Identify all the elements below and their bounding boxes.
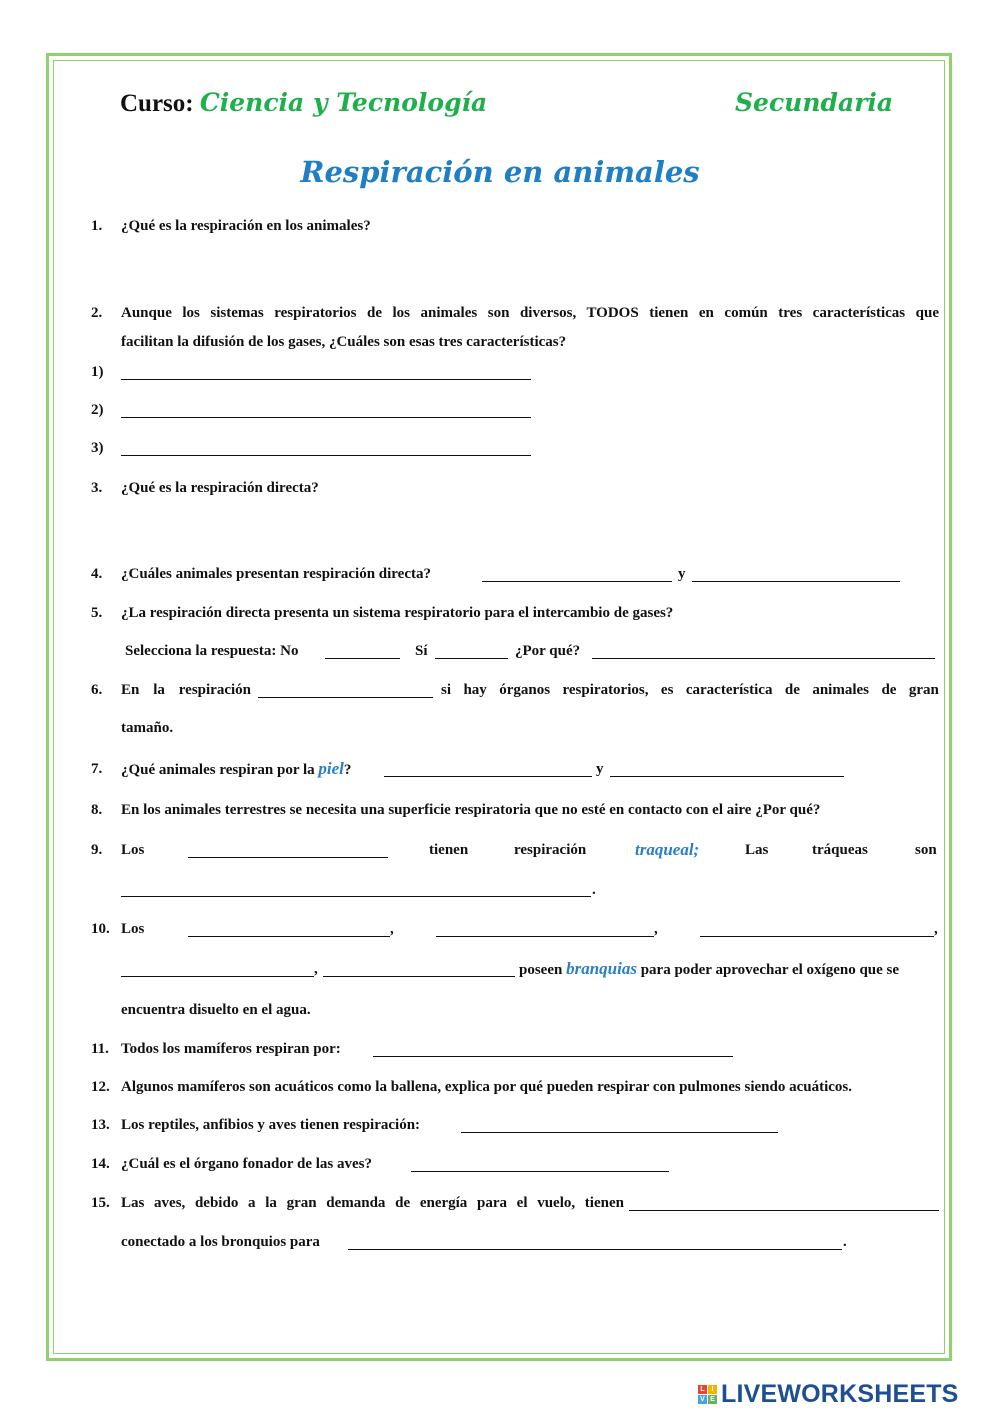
- word: gran: [286, 1195, 317, 1211]
- question-10-line3: encuentra disuelto en el agua.: [121, 1002, 311, 1018]
- question-mark: ?: [343, 762, 352, 778]
- word: la: [265, 1195, 277, 1211]
- word: vuelo,: [537, 1195, 576, 1211]
- answer-line[interactable]: [188, 843, 388, 858]
- why-label: ¿Por qué?: [515, 643, 581, 659]
- answer-line[interactable]: [692, 567, 900, 582]
- word: Las: [121, 1195, 145, 1211]
- highlight-term: branquias: [566, 959, 637, 978]
- question-number: 7.: [91, 761, 103, 777]
- question-number: 12.: [91, 1079, 110, 1095]
- word: a: [248, 1195, 256, 1211]
- question-12-text: Algunos mamíferos son acuáticos como la ballena, explica por qué pueden respirar con pulmones siendo acuáticos.: [121, 1079, 853, 1095]
- question-number: 6.: [91, 682, 103, 698]
- period: .: [843, 1234, 847, 1250]
- answer-line[interactable]: [384, 762, 592, 777]
- logo-letter: V: [698, 1395, 707, 1404]
- question-number: 9.: [91, 842, 103, 858]
- word: energía: [419, 1195, 468, 1211]
- word: para: [476, 1195, 507, 1211]
- course-label: Curso:: [120, 90, 194, 117]
- question-11-text: Todos los mamíferos respiran por:: [121, 1041, 341, 1057]
- logo-letter: L: [698, 1385, 707, 1394]
- question-number: 2.: [91, 305, 103, 321]
- question-2-line1: Aunque los sistemas respiratorios de los animales son diversos, TODOS tienen en común tres características que: [121, 305, 939, 321]
- answer-line[interactable]: [436, 922, 654, 937]
- question-14-text: ¿Cuál es el órgano fonador de las aves?: [121, 1156, 372, 1172]
- conjunction-and: y: [678, 566, 686, 582]
- answer-line[interactable]: [411, 1157, 669, 1172]
- word: la: [153, 682, 165, 698]
- word: de: [395, 1195, 411, 1211]
- question-1-text: ¿Qué es la respiración en los animales?: [121, 218, 371, 234]
- question-6-words-before: [121, 681, 251, 699]
- word: gran: [908, 682, 939, 698]
- comma: ,: [390, 921, 394, 937]
- liveworksheets-logo-text: LIVEWORKSHEETS: [721, 1380, 959, 1408]
- answer-line[interactable]: [461, 1118, 778, 1133]
- question-15-line2: conectado a los bronquios para: [121, 1234, 320, 1250]
- word: de: [881, 682, 897, 698]
- word: Las: [745, 842, 769, 858]
- word: tienen: [429, 842, 469, 858]
- comma: ,: [654, 921, 658, 937]
- course-line: [120, 88, 487, 118]
- word: En: [121, 682, 140, 698]
- liveworksheets-logo: [698, 1380, 959, 1409]
- word: órganos: [499, 682, 551, 698]
- logo-letter: E: [708, 1395, 717, 1404]
- answer-line[interactable]: [258, 683, 433, 698]
- answer-line[interactable]: [700, 922, 934, 937]
- answer-line[interactable]: [121, 882, 591, 897]
- list-item-number: 1): [91, 364, 104, 380]
- word: de: [784, 682, 800, 698]
- answer-line[interactable]: [121, 441, 531, 456]
- highlight-term: piel: [318, 759, 344, 778]
- word: tienen: [584, 1195, 624, 1211]
- question-10-line2: [519, 960, 899, 979]
- comma: ,: [314, 961, 318, 977]
- list-item-number: 2): [91, 402, 104, 418]
- answer-yes-line[interactable]: [435, 644, 508, 659]
- question-number: 8.: [91, 802, 103, 818]
- question-6-line2: tamaño.: [121, 720, 174, 736]
- question-number: 15.: [91, 1195, 110, 1211]
- answer-line[interactable]: [592, 644, 935, 659]
- question-number: 10.: [91, 921, 110, 937]
- answer-line[interactable]: [121, 365, 531, 380]
- word: hay: [463, 682, 487, 698]
- question-4-text: ¿Cuáles animales presentan respiración directa?: [121, 566, 431, 582]
- question-number: 13.: [91, 1117, 110, 1133]
- word: característica: [685, 682, 773, 698]
- word: respiratorios,: [562, 682, 649, 698]
- question-number: 5.: [91, 605, 103, 621]
- question-number: 1.: [91, 218, 103, 234]
- word: Los: [121, 842, 145, 858]
- answer-line[interactable]: [610, 762, 844, 777]
- comma: ,: [934, 921, 938, 937]
- question-number: 14.: [91, 1156, 110, 1172]
- word: si: [441, 682, 452, 698]
- question-number: 11.: [91, 1041, 109, 1057]
- question-number: 4.: [91, 566, 103, 582]
- word: poseen: [519, 962, 563, 978]
- conjunction-and: y: [596, 761, 604, 777]
- word: el: [516, 1195, 528, 1211]
- word: es: [660, 682, 674, 698]
- question-2-line2: facilitan la difusión de los gases, ¿Cuáles son esas tres características?: [121, 334, 567, 350]
- word: Los: [121, 921, 145, 937]
- word: respiración: [514, 842, 587, 858]
- question-10-rest: para poder aprovechar el oxígeno que se: [640, 962, 900, 978]
- question-3-text: ¿Qué es la respiración directa?: [121, 480, 319, 496]
- question-7-text: [121, 760, 351, 779]
- level-label: Secundaria: [735, 88, 894, 117]
- word: demanda: [326, 1195, 386, 1211]
- answer-line[interactable]: [629, 1196, 939, 1211]
- liveworksheets-logo-icon: [698, 1385, 717, 1404]
- select-answer-label: Selecciona la respuesta: No: [125, 643, 299, 659]
- word: debido: [194, 1195, 239, 1211]
- question-6-words-after: [441, 681, 939, 699]
- question-15-words: [121, 1194, 624, 1212]
- question-13-text: Los reptiles, anfibios y aves tienen respiración:: [121, 1117, 421, 1133]
- word: son: [915, 842, 937, 858]
- course-value: Ciencia y Tecnología: [199, 88, 488, 117]
- answer-line[interactable]: [121, 403, 531, 418]
- question-7-prefix: ¿Qué animales respiran por la: [121, 762, 315, 778]
- page-title: Respiración en animales: [300, 155, 700, 189]
- answer-no-line[interactable]: [325, 644, 400, 659]
- word: aves,: [154, 1195, 186, 1211]
- answer-line[interactable]: [348, 1235, 842, 1250]
- answer-line[interactable]: [373, 1042, 733, 1057]
- answer-line[interactable]: [323, 962, 515, 977]
- question-5-text: ¿La respiración directa presenta un sistema respiratorio para el intercambio de gases?: [121, 605, 674, 621]
- question-8-text: En los animales terrestres se necesita una superficie respiratoria que no esté en contacto con el aire ¿Por qué?: [121, 802, 821, 818]
- highlight-term: traqueal;: [635, 840, 700, 859]
- answer-line[interactable]: [121, 962, 314, 977]
- answer-line[interactable]: [482, 567, 672, 582]
- word: respiración: [178, 682, 251, 698]
- word: animales: [812, 682, 870, 698]
- period: .: [592, 882, 596, 898]
- question-number: 3.: [91, 480, 103, 496]
- yes-label: Sí: [415, 643, 428, 659]
- list-item-number: 3): [91, 440, 104, 456]
- word: tráqueas: [812, 842, 868, 858]
- logo-letter: I: [708, 1385, 717, 1394]
- answer-line[interactable]: [188, 922, 390, 937]
